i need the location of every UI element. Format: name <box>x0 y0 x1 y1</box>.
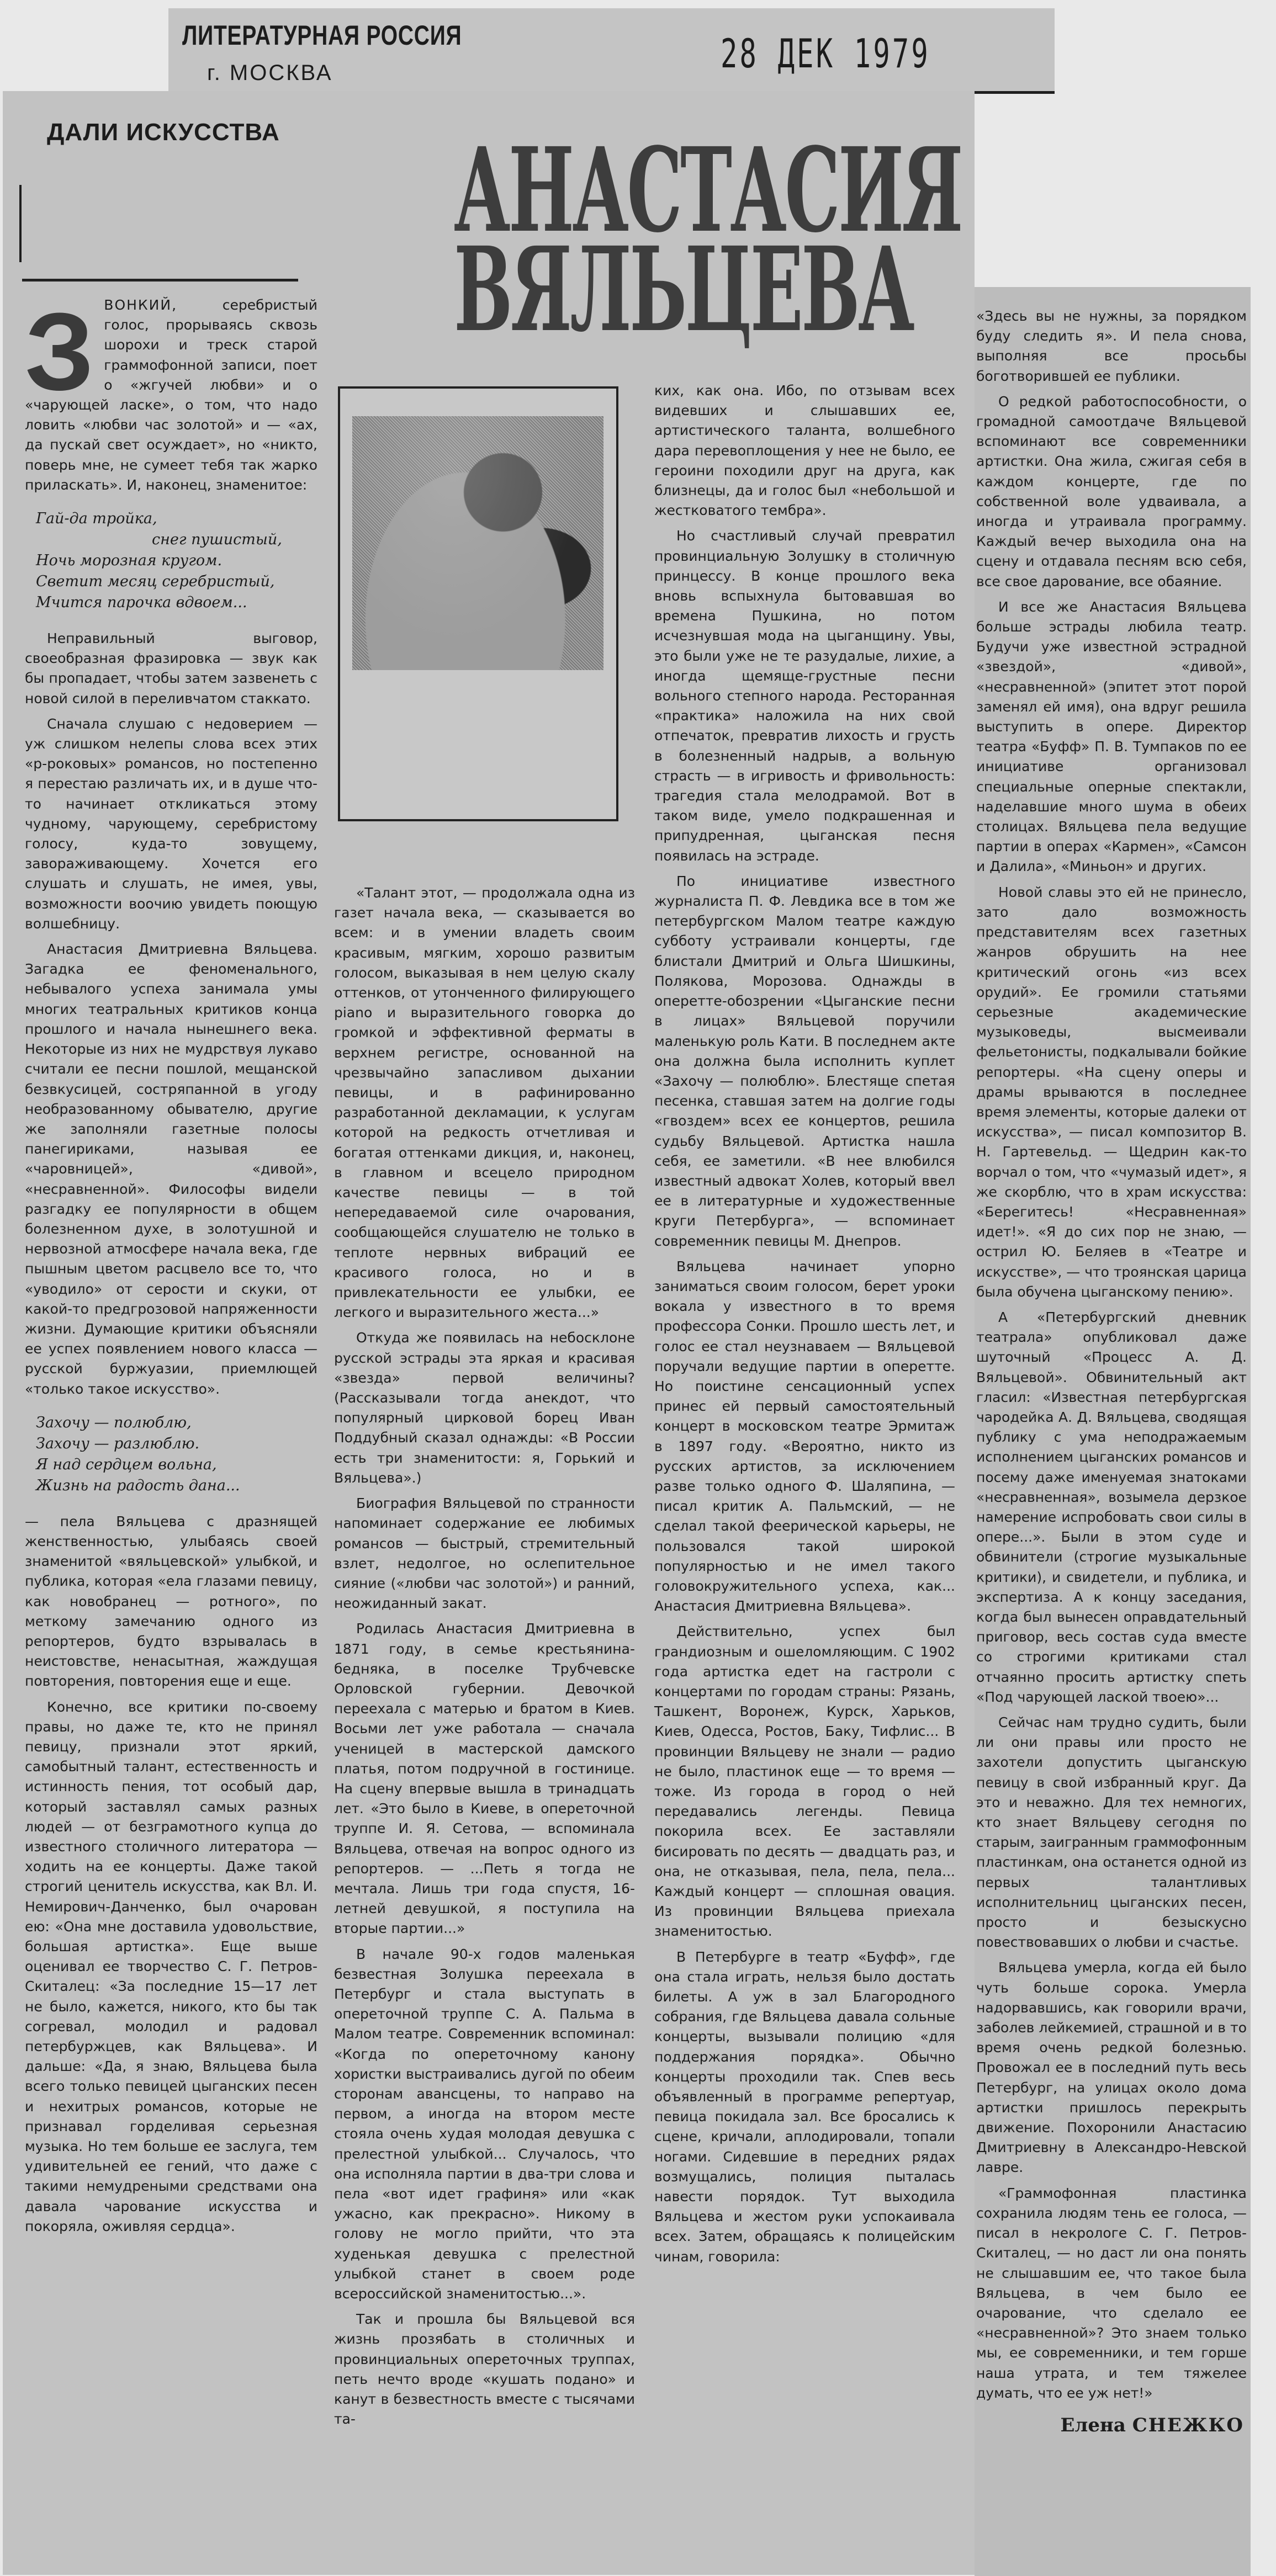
paragraph: «Здесь вы не нужны, за порядком буду следить я». И пела снова, выполняя все просьбы боготворившей ее публики. <box>976 308 1247 384</box>
headline-surname: ВЯЛЬЦЕВА <box>454 221 913 358</box>
drop-cap: З <box>25 290 94 413</box>
article-headline <box>326 122 966 358</box>
poem-line: снег пушистый, <box>152 531 282 549</box>
paragraph: Сейчас нам трудно судить, были ли они правы или просто не захотели допустить цыганскую певицу в свой избранный круг. Да это и неважно. Для тех немногих, кто знает Вяльцеву сегодня по старым, заигранным граммофонным пластинкам, она останется одной из первых талантливых исполнительниц цыганских песен, просто и безыскусно повествовавших о любви и счастье. <box>976 1714 1247 1951</box>
portrait-photo <box>352 416 603 670</box>
stamp-date: 28 ДЕК 1979 <box>721 30 930 77</box>
paragraph: «Граммофонная пластинка сохранила людям тень ее голоса, — писал в некрологе С. Г. Петров-Скиталец, — но даст ли она понять не слышавшим ее, что такое была Вяльцева, в чем было ее очарование, что сделало ее «несравненной»? Это знаем только мы, ее современники, и тем горше наша утрата, и тем тяжелее думать, что ее уж нет!» <box>976 2185 1247 2401</box>
stamp-city: г. МОСКВА <box>207 61 333 85</box>
paragraph: Вяльцева начинает упорно заниматься своим голосом, берет уроки вокала у известного в то время профессора Сонки. Прошло шесть лет, и голос ее стал неузнаваем — Вяльцевой поручали ведущие партии в оперетте. Но поистине сенсационный успех принес ей первый самостоятельный концерт в московском театре Эрмитаж в 1897 году. «Вероятно, никто из русских артистов, за исключением разве только одного Ф. Шаляпина, — писал критик А. Пальмский, — не сделал такой феерической карьеры, не пользовался такой широкой популярностью и не имел такого головокружительного успеха, как... Анастасия Дмитриевна Вяльцева». <box>654 1258 955 1614</box>
author-first-name: Елена <box>1060 2414 1126 2436</box>
paragraph: Биография Вяльцевой по странности напоминает содержание ее любимых романсов — быстрый, стремительный взлет, недолгое, но ослепительное сияние («любви час золотой») и ранний, неожиданный закат. <box>334 1495 635 1612</box>
paragraph: Сначала слушаю с недоверием — уж слишком нелепы слова всех этих «р-роковых» романсов, но постепенно я перестаю различать их, и в душе что-то начинает откликаться этому чудному, чарующему, серебристому голосу, куда-то зовущему, завораживающему. Хочется его слушать и слушать, не имея, увы, возможности воочию увидеть поющую волшебницу. <box>25 715 317 932</box>
author-surname: СНЕЖКО <box>1132 2414 1244 2436</box>
article-column-2 <box>334 883 635 2435</box>
article-column-3 <box>654 381 955 2272</box>
poem-line: Я над сердцем вольна, <box>36 1456 217 1473</box>
paragraph: Новой славы это ей не принесло, зато дало возможность представителям всех газетных жанров обрушить на нее критический огонь «из всех орудий». Ее громили статьями серьезные академические музыковеды, высмеивали фельетонисты, подкалывали бойкие репортеры. «На сцену оперы и драмы врываются в последнее время элементы, которые далеки от искусства», — писал композитор В. Н. Гартевельд. — Щедрин как-то ворчал о том, что «чумазый идет», я же скорблю, что в храм искусства: «Берегитесь! «Несравненная» идет!». «Я до сих пор не знаю, — острил Ю. Беляев в «Театре и искусстве», — что троянская царица была обучена цыганскому пению». <box>976 884 1247 1300</box>
stamp-newspaper-name: ЛИТЕРАТУРНАЯ РОССИЯ <box>182 20 462 51</box>
paragraph: ких, как она. Ибо, по отзывам всех видевших и слышавших ее, артистического таланта, волшебного дара перевоплощения у нее не было, ее героини походили друг на друга, как близнецы, да и голос был «небольшой и жестковатого тембра». <box>654 383 955 519</box>
paragraph: Конечно, все критики по-своему правы, но даже те, кто не принял певицу, признали этот яркий, самобытный талант, естественность и истинность пения, тот особый дар, который заставлял самых разных людей — от безграмотного купца до известного столичного литератора — ходить на ее концерты. Даже такой строгий ценитель искусства, как Вл. И. Немирович-Данченко, был очарован ею: «Она мне доставила удовольствие, большая артистка». Еще выше оценивал ее творчество С. Г. Петров-Скиталец: «За последние 15—17 лет не было, кажется, никого, кто бы так согревал, молодил и радовал петербуржцев, как Вяльцева». И дальше: «Да, я знаю, Вяльцева была всего только певицей цыганских песен и нехитрых романсов, которые не признавал горделивая серьезная музыка. Но тем больше ее заслуга, тем удивительней ее гений, что даже с такими немудреными средствами она давала чарование искусства и покоряла, оживляя сердца». <box>25 1698 317 2234</box>
paragraph: Но счастливый случай превратил провинциальную Золушку в столичную принцессу. В конце прошлого века вновь вспыхнула бытовавшая во времена Пушкина, но потом исчезнувшая мода на цыганщину. Увы, это были уже не те разудалые, лихие, а иногда щемяще-грустные песни вольного степного народа. Ресторанная «практика» наложила на них свой отпечаток, превратив лихость и грусть в болезненный надрыв, а вольную страсть — в игривость и фривольность: трагедия стала мелодрамой. Вот в таком виде, умело подкрашенная и припудренная, цыганская песня появилась на эстраде. <box>654 528 955 864</box>
poem-line: Захочу — полюблю, <box>36 1414 192 1431</box>
poem-zahochu <box>36 1412 317 1496</box>
headline-first-name: АНАСТАСИЯ <box>454 122 962 258</box>
paragraph: В Петербурге в театр «Буфф», где она стала играть, нельзя было достать билеты. А уж в зал Благородного собрания, где Вяльцева давала сольные концерты, вызывали полицию «для поддержания порядка». Обычно концерты проходили так. Спев весь объявленный в программе репертуар, певица покидала зал. Все бросались к сцене, кричали, аплодировали, топали ногами. Сидевшие в передних рядах возмущались, полиция пыталась навести порядок. Тут выходила Вяльцева и жестом руки успокаивала всех. Затем, обращаясь к полицейским чинам, говорила: <box>654 1948 955 2265</box>
paragraph: И все же Анастасия Вяльцева больше эстрады любила театр. Будучи уже известной эстрадной «звездой», «дивой», «несравненной» (эпитет этот порой заменял ей имя), она вдруг решила выступить в опере. Директор театра «Буфф» П. В. Тумпаков по ее инициативе организовал специальные оперные спектакли, наделавшие много шума в обеих столицах. Вяльцева пела ведущие партии в операх «Кармен», «Самсон и Далила», «Миньон» и других. <box>976 598 1247 875</box>
paragraph: Неправильный выговор, своеобразная фразировка — звук как бы пропадает, чтобы затем зазвенеть с новой силой в переливчатом стаккато. <box>25 630 317 707</box>
paragraph: В начале 90-х годов маленькая безвестная Золушка переехала в Петербург и стала выступать в опереточной труппе С. А. Пальма в Малом театре. Современник вспоминал: «Когда по опереточному канону хористки выстраивались дугой по обеим сторонам авансцены, то направо на первом, а иногда на втором месте стояла очень худая молодая девушка с прелестной улыбкой... Случалось, что она исполняла партии в два-три слова и пела «вот идет графиня» или «как ужасно, как прекрасно». Никому в голову не могло прийти, что эта худенькая девушка с прелестной улыбкой станет в своем роде всероссийской знаменитостью...». <box>334 1946 635 2302</box>
lead-paragraph <box>25 290 317 495</box>
paragraph: Вяльцева умерла, когда ей было чуть больше сорока. Умерла надорвавшись, как говорили врачи, заболев лейкемией, страшной и в то время очень редкой болезнью. Провожал ее в последний путь весь Петербург, на улицах около дома артистки пришлось перекрыть движение. Похоронили Анастасию Дмитриевну в Александро-Невской лавре. <box>976 1959 1247 2176</box>
lead-caps: ВОНКИЙ, <box>104 297 178 313</box>
article-column-1 <box>25 290 317 2242</box>
poem-troika <box>36 508 317 613</box>
poem-line: Ночь морозная кругом. <box>36 552 223 570</box>
poem-line: Гай-да тройка, <box>36 510 157 528</box>
left-margin-rule <box>19 185 22 262</box>
lead-text: серебристый голос, прорываясь сквозь шорохи и треск старой граммофонной записи, поет о «жгучей любви» и о «чарующей ласке», о том, что надо ловить «любви час золотой» и — «ах, да пускай свет осуждает», но «никто, поверь мне, не сумеет тебя так жарко приласкать». И, наконец, знаменитое: <box>25 297 317 493</box>
paragraph: Действительно, успех был грандиозным и ошеломляющим. С 1902 года артистка едет на гастроли с концертами по городам страны: Рязань, Ташкент, Воронеж, Курск, Харьков, Киев, Одесса, Ростов, Баку, Тифлис... В провинции Вяльцеву не знали — радио не было, пластинок еще — то время — тоже. Из города в город о ней передавались легенды. Певица покорила всех. Ее заставляли бисировать по десять — двадцать раз, и она, не отказывая, пела, пела, пела... Каждый концерт — сплошная овация. Из провинции Вяльцева приехала знаменитостью. <box>654 1623 955 1940</box>
poem-line: Жизнь на радость дана... <box>36 1476 240 1494</box>
article-column-4 <box>976 306 1247 2435</box>
author-signature <box>976 2415 1247 2435</box>
paragraph: Откуда же появилась на небосклоне русской эстрады эта яркая и красивая «звезда» первой величины? (Рассказывали тогда анекдот, что популярный цирковой борец Иван Поддубный сказал однажды: «В России есть три знаменитости: я, Горький и Вяльцева».) <box>334 1330 635 1486</box>
paragraph: Так и прошла бы Вяльцевой вся жизнь прозябать в столичных и провинциальных опереточных труппах, петь нечто вроде «кушать подано» и канут в безвестность вместе с тысячами та- <box>334 2311 635 2428</box>
poem-line: Светит месяц серебристый, <box>36 573 275 591</box>
paragraph: О редкой работоспособности, о громадной самоотдаче Вяльцевой вспоминают все современники артистки. Она жила, сжигая себя в каждом концерте, где по собственной воле удваивала, а иногда и утраивала программу. Каждый вечер выходила она на сцену и отдавала песням всю себя, все свое дарование, все обаяние. <box>976 393 1247 589</box>
rubric-divider <box>22 279 298 281</box>
poem-line: Мчится парочка вдвоем... <box>36 594 247 612</box>
rubric-label: ДАЛИ ИСКУССТВА <box>47 119 280 146</box>
paragraph: А «Петербургский дневник театрала» опубликовал даже шуточный «Процесс А. Д. Вяльцевой». Обвинительный акт гласил: «Известная петербургская чародейка А. Д. Вяльцева, сводящая публику с ума неподражаемым исполнением цыганских романсов и посему даже именуемая знатоками «несравненная», возымела дерзкое намерение испробовать свои силы в опере...». Были в этом суде и обвинители (строгие музыкальные критики), и свидетели, и публика, и экспертиза. А к концу заседания, когда был вынесен оправдательный приговор, весь состав суда вместе со строгими критиками стал отчаянно просить артистку спеть «Под чарующей лаской твоею»... <box>976 1309 1247 1705</box>
paragraph: Родилась Анастасия Дмитриевна в 1871 году, в семье крестьянина-бедняка, в поселке Трубчевске Орловской губернии. Девочкой переехала с матерью и братом в Киев. Восьми лет уже работала — сначала ученицей в мастерской дамского платья, потом подручной в гостинице. На сцену впервые вышла в тринадцать лет. «Это было в Киеве, в опереточной труппе И. Я. Сетова, — вспоминала Вяльцева, отвечая на вопрос одного из репортеров. — ...Петь я тогда не мечтала. Лишь три года спустя, 16-летней девушкой, я поступила на вторые партии...» <box>334 1621 635 1937</box>
poem-line: Захочу — разлюблю. <box>36 1435 200 1452</box>
paragraph: — пела Вяльцева с дразнящей женственностью, улыбаясь своей знаменитой «вяльцевской» улыбкой, и публика, которая «ела глазами певицу, как новобранец — ротного», по меткому замечанию одного из репортеров, будто взрывалась в неистовстве, ненасытная, жаждущая повторения, повторения еще и еще. <box>25 1513 317 1690</box>
paragraph: По инициативе известного журналиста П. Ф. Левдика все в том же петербургском Малом театре каждую субботу устраивали концерты, где блистали Дмитрий и Ольга Шишкины, Полякова, Морозова. Однажды в оперетте-обозрении «Цыганские песни в лицах» Вяльцевой поручили маленькую роль Кати. В последнем акте она должна была исполнить куплет «Захочу — полюблю». Блестяще спетая песенка, ставшая затем на долгие годы «гвоздем» всех ее концертов, решила судьбу Вяльцевой. Артистка нашла себя, ее заметили. «В нее влюбился известный адвокат Холев, который ввел ее в литературные и художественные круги Петербурга», — вспоминает современник певицы М. Днепров. <box>654 873 955 1249</box>
paragraph: «Талант этот, — продолжала одна из газет начала века, — сказывается во всем: и в умении владеть своим красивым, мягким, хорошо развитым голосом, выказывая в нем целую скалу оттенков, от утонченного филирующего piano и выразительного говорка до громкой и эффективной ферматы в верхнем регистре, основанной на чрезвычайно запасливом дыхании певицы, и в рафинированно разработанной декламации, к услугам которой на редкость отчетливая и богатая оттенками дикция, и, наконец, в главном и всецело природном качестве певицы — в той непередаваемой силе очарования, сообщающейся слушателю не только в теплоте нервных вибраций ее красивого голоса, но и в привлекательности ее улыбки, ее легкого и выразительного жеста...» <box>334 885 635 1321</box>
paragraph: Анастасия Дмитриевна Вяльцева. Загадка ее феноменального, небывалого успеха занимала умы многих театральных критиков конца прошлого и начала нынешнего века. Некоторые из них не мудрствуя лукаво считали ее песни пошлой, мещанской безвкусицей, состряпанной в угоду необразованному обывателю, другие же заполняли газетные полосы панегириками, называя ее «чаровницей», «дивой», «несравненной». Философы видели разгадку ее популярности в общем болезненном духе, в золотушной и нервозной атмосфере начала века, где пышным цветом расцвело все то, что «уводило» от серости и скуки, от какой-то предгрозовой напряженности жизни. Думающие критики объясняли ее успех появлением нового класса — русской буржуазии, приемлющей «только такое искусство». <box>25 941 317 1397</box>
photo-frame <box>338 386 618 821</box>
newspaper-stamp <box>168 8 1055 94</box>
